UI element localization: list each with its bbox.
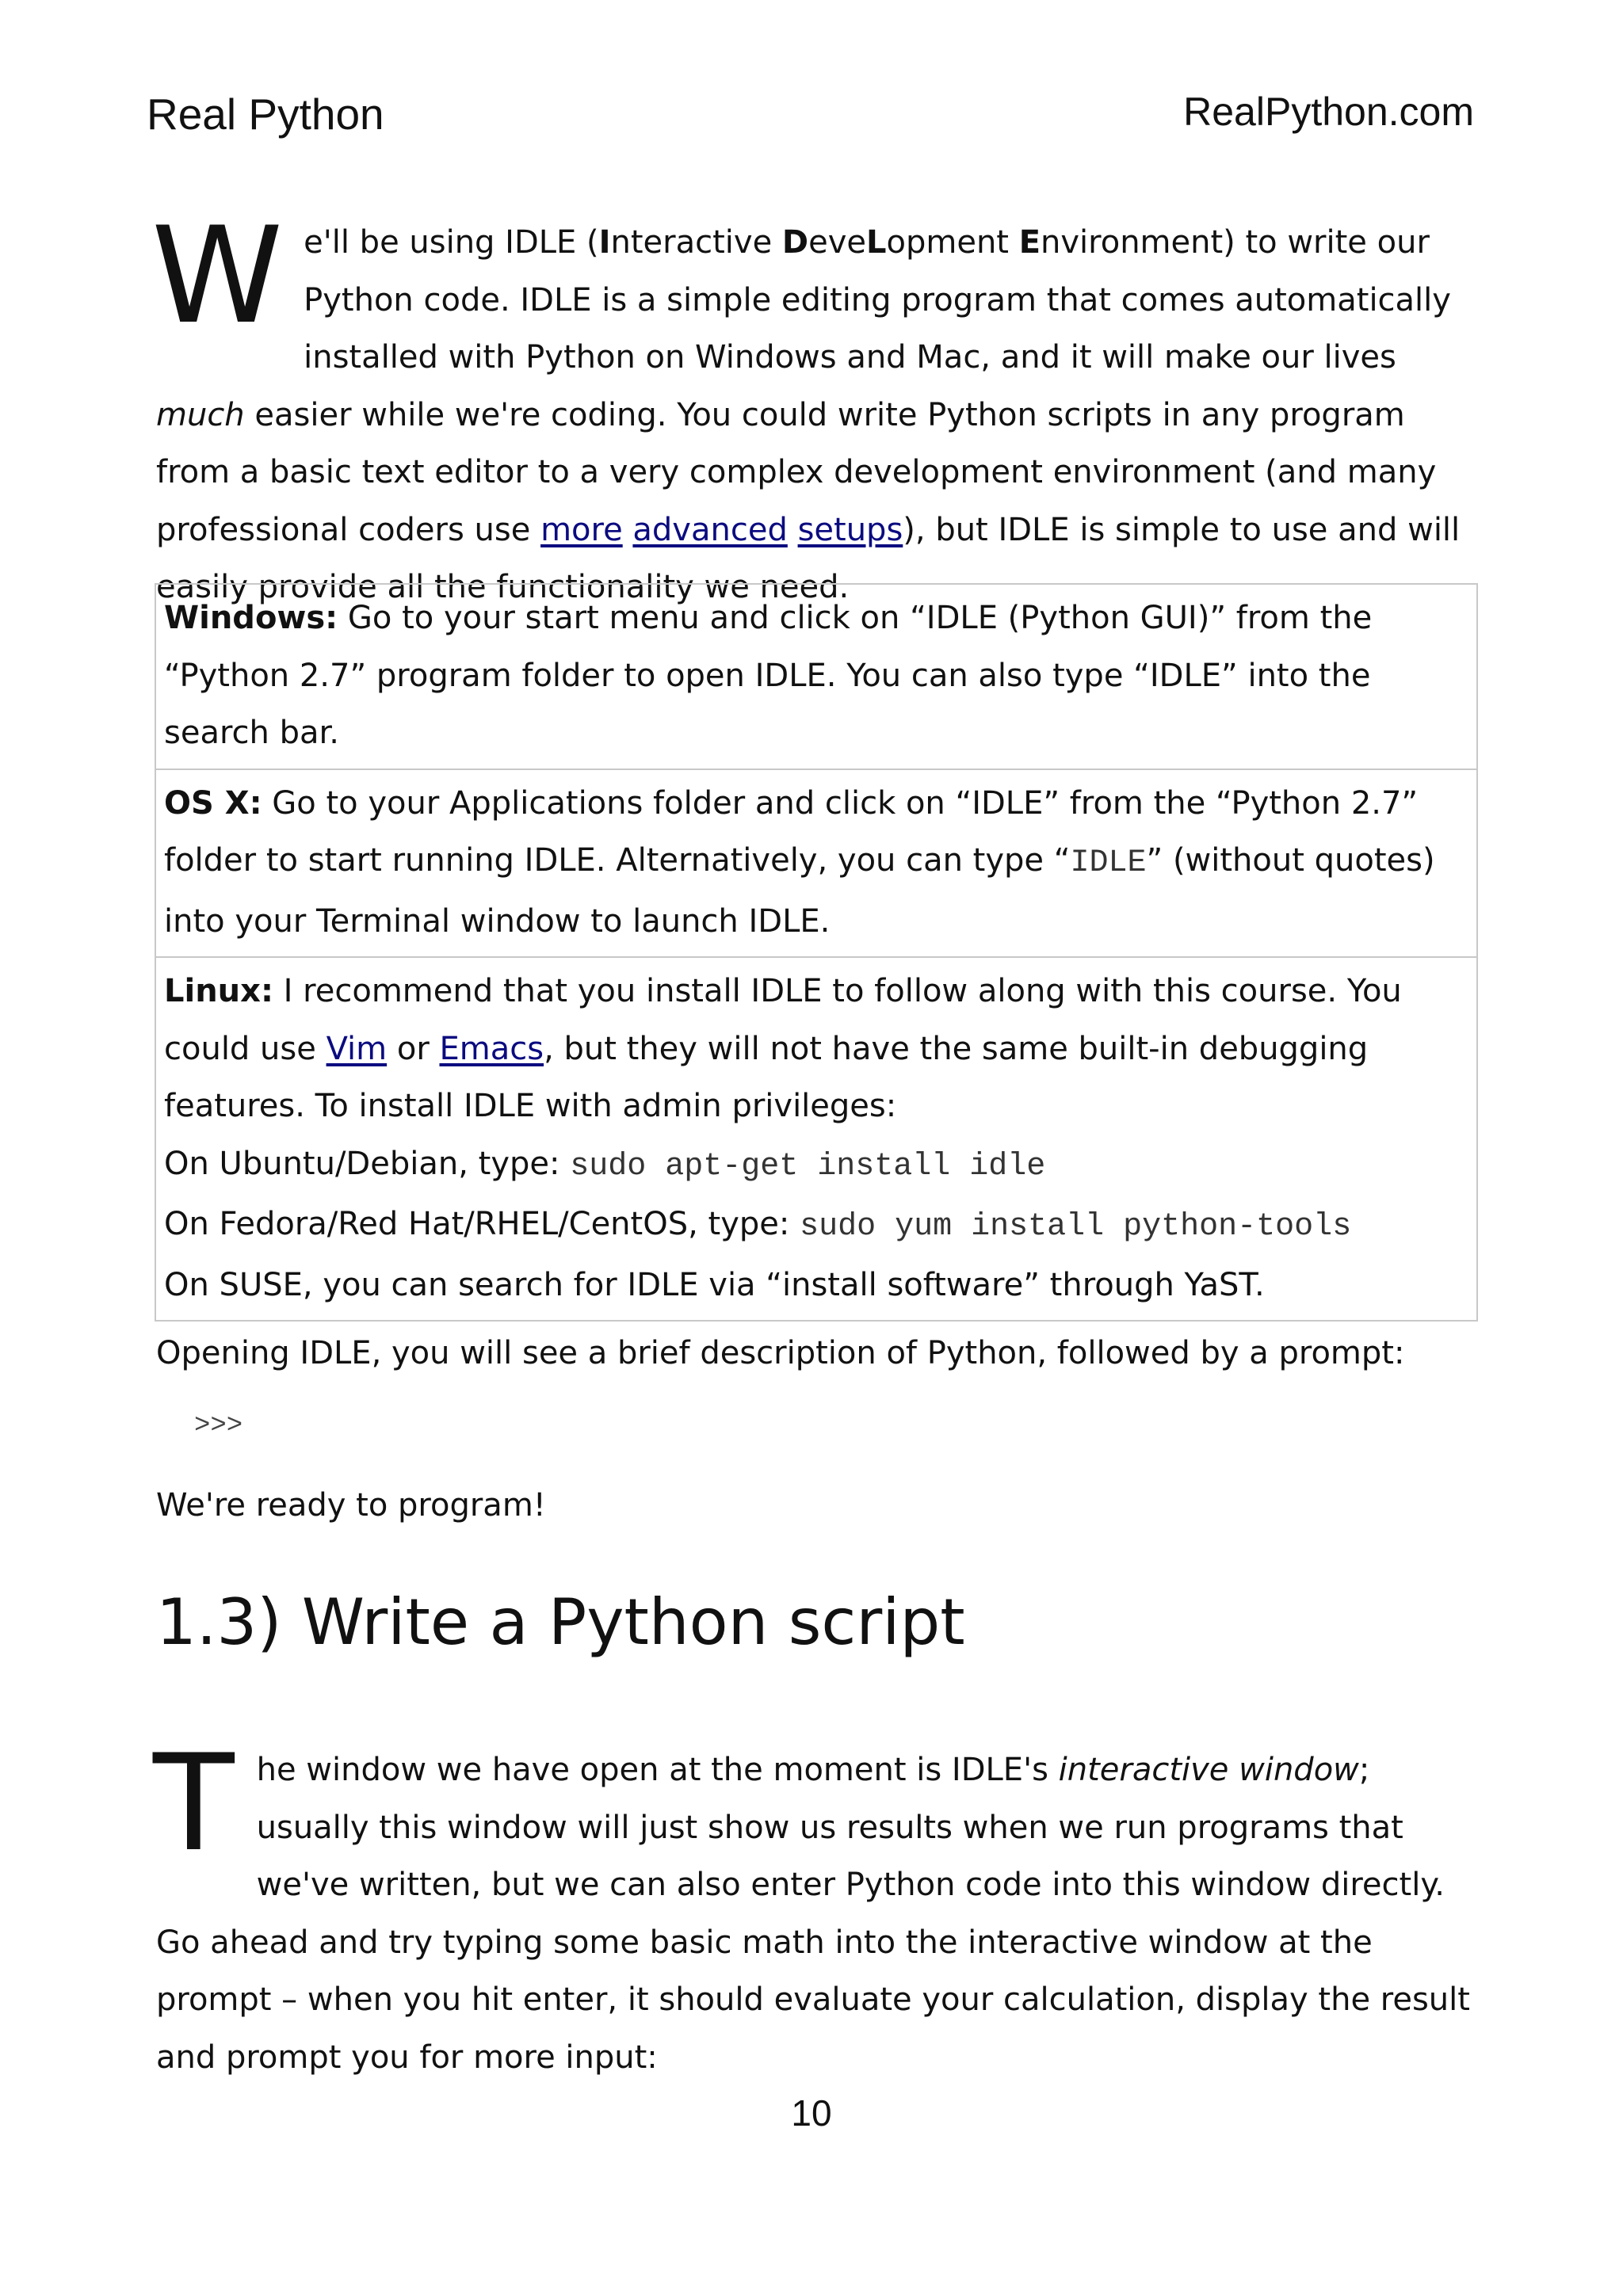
section-paragraph: The window we have open at the moment is IDLE's interactive window; usually this window will just show us results when we run programs that we've written, but we can also enter Python code into this window directly. Go ahead and try typing some basic math into the interactive window at the prompt – when you hit enter, it should evaluate your calculation, display the result and prompt you for more input: <box>153 1726 1470 2076</box>
section-heading: 1.3) Write a Python script <box>156 1585 965 1659</box>
section-body <box>153 1726 1478 2086</box>
link-setups[interactable]: setups <box>797 511 903 548</box>
link-emacs[interactable]: Emacs <box>439 1030 544 1067</box>
intro-section <box>151 198 1478 616</box>
drop-cap: T <box>153 1726 235 1881</box>
ubuntu-command: sudo apt-get install idle <box>570 1148 1046 1184</box>
running-header-site: RealPython.com <box>1183 90 1474 134</box>
drop-cap: W <box>151 198 284 353</box>
intro-paragraph: We'll be using IDLE (Interactive DeveLopment Environment) to write our Python code. IDLE is a simple editing program that comes automatically installed with Python on Windows and Mac, and it will make our lives much easier while we're coding. You could write Python scripts in any program from a basic text editor to a very complex development environment (and many professional coders use more advanced setups), but IDLE is simple to use and will easily provide all the functionality we need. <box>151 198 1461 605</box>
opening-paragraph: Opening IDLE, you will see a brief description of Python, followed by a prompt: <box>156 1335 1405 1371</box>
opening-section <box>156 1325 1478 1383</box>
os-row-osx: OS X: Go to your Applications folder and click on “IDLE” from the “Python 2.7” folder to start running IDLE. Alternatively, you can type “IDLE” (without quotes) into your Terminal window to launch IDLE. <box>155 769 1477 958</box>
inline-code: IDLE <box>1070 845 1147 881</box>
os-instructions-box <box>156 583 1478 1322</box>
running-header-title: Real Python <box>147 90 384 139</box>
link-advanced[interactable]: advanced <box>632 511 788 548</box>
prompt-block <box>156 1402 1478 1450</box>
idle-prompt: >>> <box>194 1411 243 1441</box>
fedora-command: sudo yum install python-tools <box>800 1209 1352 1245</box>
page-number: 10 <box>791 2092 832 2134</box>
ready-paragraph: We're ready to program! <box>156 1487 546 1524</box>
os-row-windows: Windows: Go to your start menu and click on “IDLE (Python GUI)” from the “Python 2.7” program folder to open IDLE. You can also type “IDLE” into the search bar. <box>155 584 1477 769</box>
link-more[interactable]: more <box>540 511 623 548</box>
os-row-linux: Linux: I recommend that you install IDLE to follow along with this course. You could use Vim or Emacs, but they will not have the same built-in debugging features. To install IDLE with admin privileges: On Ubuntu/Debian, type: sudo apt-get install idle On Fedora/Red Hat/RHEL/CentOS, type: sudo yum install python-tools On SUSE, you can search for IDLE via “install software” through YaST. <box>155 957 1477 1321</box>
link-vim[interactable]: Vim <box>326 1030 388 1067</box>
os-instructions-table <box>155 583 1478 1322</box>
